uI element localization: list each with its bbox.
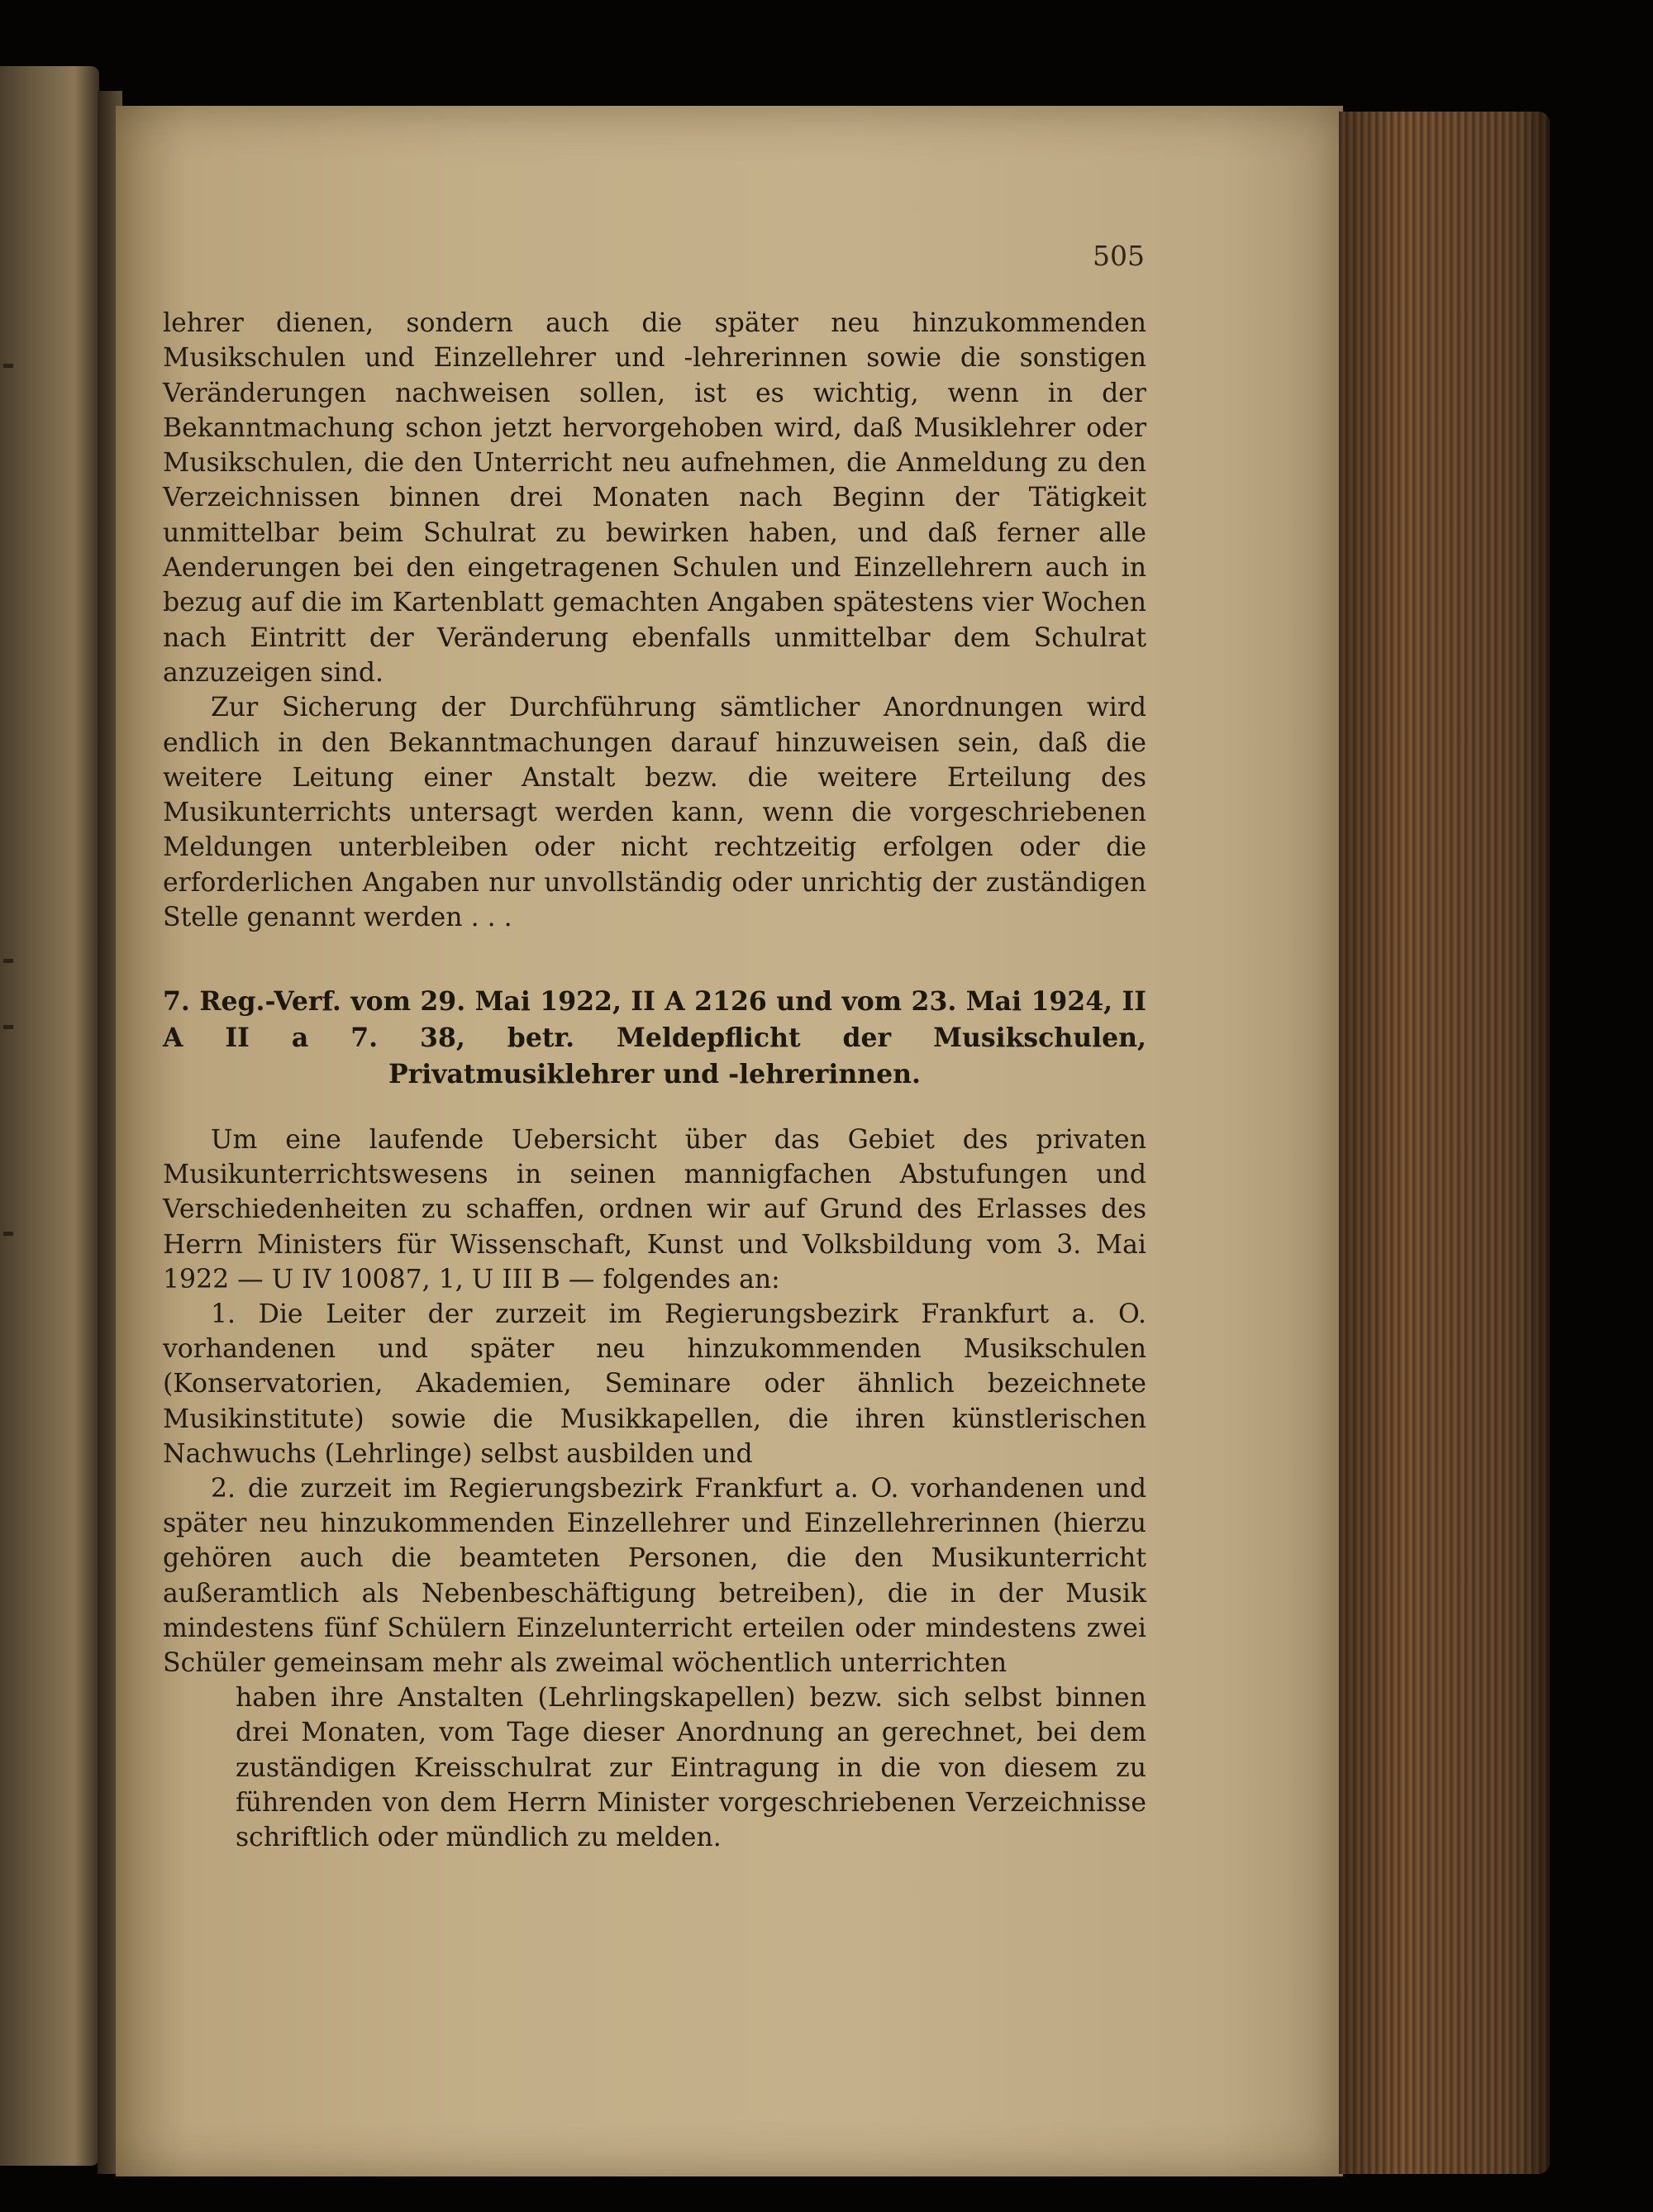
closing-paragraph: haben ihre Anstalten (Lehrlingskapellen) bezw. sich selbst binnen drei Monaten, vom Tage dieser Anordnung an gerechnet, bei dem zuständigen Kreisschulrat zur Eintragung in die von diesem zu führenden von dem Herrn Minister vorgeschriebenen Verzeichnisse schriftlich oder mündlich zu melden. [236, 1683, 1146, 1853]
left-page-mark [3, 1232, 13, 1236]
left-facing-page-edge [0, 66, 99, 2166]
list-item: 1. Die Leiter der zurzeit im Regierungsbezirk Frankfurt a. O. vorhandenen und später neu hinzukommenden Musikschulen (Konservatorien, Akademien, Seminare oder ähnlich bezeichnete Musikinstitute) sowie die Musikkapellen, die ihren künstlerischen Nachwuchs (Lehrlinge) selbst ausbilden und [163, 1299, 1146, 1469]
page-number: 505 [1093, 240, 1145, 272]
continuation-text [163, 306, 1146, 935]
intro-paragraph: Um eine laufende Uebersicht über das Gebiet des privaten Musikunterrichtswesens in seinen mannigfachen Abstufungen und Verschiedenheiten zu schaffen, ordnen wir auf Grund des Erlasses des Herrn Ministers für Wissenschaft, Kunst und Volksbildung vom 3. Mai 1922 — U IV 10087, 1, U III B — folgendes an: [163, 1125, 1146, 1294]
left-page-mark [3, 959, 13, 963]
regulation-text [163, 1123, 1146, 1855]
paragraph: Zur Sicherung der Durchführung sämtlicher Anordnungen wird endlich in den Bekanntmachungen darauf hinzuweisen sein, daß die weitere Leitung einer Anstalt bezw. die weitere Erteilung des Musikunterrichts untersagt werden kann, wenn die vorgeschriebenen Meldungen unterbleiben oder nicht rechtzeitig erfolgen oder die erforderlichen Angaben nur unvollständig oder unrichtig der zuständigen Stelle genannt werden . . . [163, 693, 1146, 933]
book-page-stack-edge [1339, 112, 1550, 2174]
section-heading: 7. Reg.-Verf. vom 29. Mai 1922, II A 2126 und vom 23. Mai 1924, II A II a 7. 38, betr. Meldepflicht der Musikschulen, Privatmusiklehrer und -lehrerinnen. [163, 986, 1146, 1089]
list-item: 2. die zurzeit im Regierungsbezirk Frankfurt a. O. vorhandenen und später neu hinzukommenden Einzellehrer und Einzellehrerinnen (hierzu gehören auch die beamteten Personen, die den Musikunterricht außeramtlich als Nebenbeschäftigung betreiben), die in der Musik mindestens fünf Schülern Einzelunterricht erteilen oder mindestens zwei Schüler gemeinsam mehr als zweimal wöchentlich unterrichten [163, 1474, 1146, 1679]
paragraph: lehrer dienen, sondern auch die später neu hinzukommenden Musikschulen und Einzellehrer und -lehrerinnen sowie die sonstigen Veränderungen nachweisen sollen, ist es wichtig, wenn in der Bekanntmachung schon jetzt hervorgehoben wird, daß Musiklehrer oder Musikschulen, die den Unterricht neu aufnehmen, die Anmeldung zu den Verzeichnissen binnen drei Monaten nach Beginn der Tätigkeit unmittelbar beim Schulrat zu bewirken haben, und daß ferner alle Aenderungen bei den eingetragenen Schulen und Einzellehrern auch in bezug auf die im Kartenblatt gemachten Angaben spätestens vier Wochen nach Eintritt der Veränderung ebenfalls unmittelbar dem Schulrat anzuzeigen sind. [163, 308, 1146, 688]
left-page-mark [3, 364, 13, 368]
left-page-mark [3, 1025, 13, 1029]
